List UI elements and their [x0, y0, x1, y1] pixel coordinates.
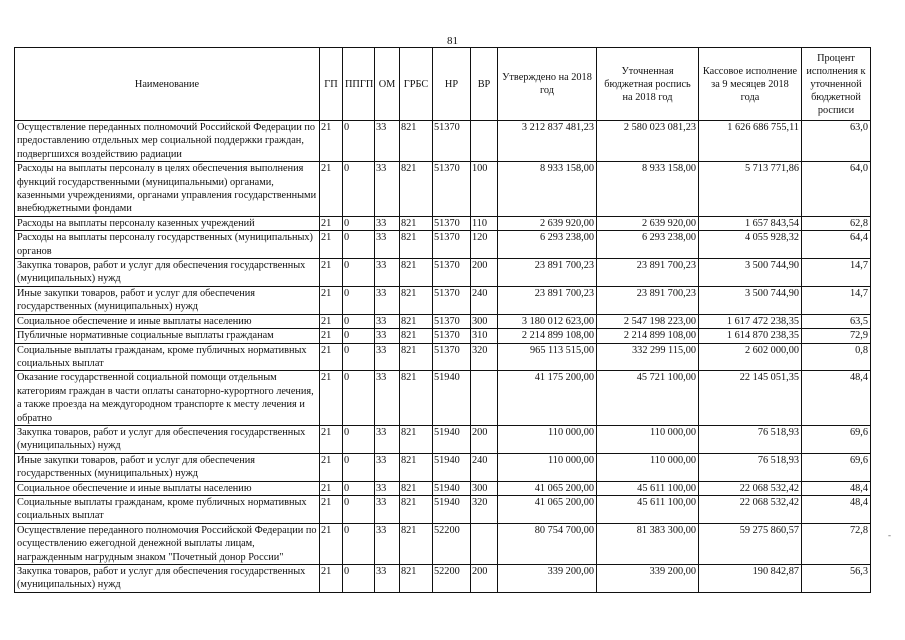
- row-refined: 339 200,00: [597, 565, 699, 593]
- row-om: 33: [375, 343, 400, 371]
- header-np: НР: [433, 48, 471, 121]
- table-row: [15, 216, 871, 230]
- row-percent: 56,3: [802, 565, 871, 593]
- table-row: [15, 453, 871, 481]
- row-cash: 22 145 051,35: [699, 371, 802, 426]
- table-row: [15, 329, 871, 343]
- row-ppgp: 0: [343, 286, 375, 314]
- row-approved: 965 113 515,00: [498, 343, 597, 371]
- row-vr: 320: [471, 495, 498, 523]
- row-ppgp: 0: [343, 565, 375, 593]
- header-refined: Уточненная бюджетная роспись на 2018 год: [597, 48, 699, 121]
- row-ppgp: 0: [343, 343, 375, 371]
- row-np: 52200: [433, 523, 471, 564]
- row-gp: 21: [320, 495, 343, 523]
- row-grbs: 821: [400, 216, 433, 230]
- budget-table: [14, 47, 871, 593]
- row-vr: 200: [471, 259, 498, 287]
- row-approved: 3 180 012 623,00: [498, 314, 597, 328]
- row-cash: 1 657 843,54: [699, 216, 802, 230]
- row-refined: 45 611 100,00: [597, 481, 699, 495]
- row-om: 33: [375, 231, 400, 259]
- row-refined: 8 933 158,00: [597, 162, 699, 217]
- row-name: Осуществление переданных полномочий Российской Федерации по предоставлению отдельных мер социальной поддержки граждан, подвергшихся воздействию радиации: [15, 121, 320, 162]
- row-vr: [471, 371, 498, 426]
- row-cash: 1 617 472 238,35: [699, 314, 802, 328]
- header-grbs: ГРБС: [400, 48, 433, 121]
- table-row: [15, 343, 871, 371]
- header-cash: Кассовое исполнение за 9 месяцев 2018 года: [699, 48, 802, 121]
- row-name: Расходы на выплаты персоналу казенных учреждений: [15, 216, 320, 230]
- row-cash: 59 275 860,57: [699, 523, 802, 564]
- row-percent: 63,0: [802, 121, 871, 162]
- row-percent: 48,4: [802, 371, 871, 426]
- row-approved: 110 000,00: [498, 453, 597, 481]
- row-gp: 21: [320, 231, 343, 259]
- row-om: 33: [375, 259, 400, 287]
- row-np: 51940: [433, 425, 471, 453]
- row-percent: 14,7: [802, 286, 871, 314]
- header-om: ОМ: [375, 48, 400, 121]
- row-refined: 110 000,00: [597, 425, 699, 453]
- row-gp: 21: [320, 453, 343, 481]
- row-gp: 21: [320, 565, 343, 593]
- row-cash: 3 500 744,90: [699, 286, 802, 314]
- row-cash: 4 055 928,32: [699, 231, 802, 259]
- row-gp: 21: [320, 259, 343, 287]
- row-cash: 5 713 771,86: [699, 162, 802, 217]
- row-approved: 23 891 700,23: [498, 259, 597, 287]
- row-grbs: 821: [400, 371, 433, 426]
- row-grbs: 821: [400, 286, 433, 314]
- row-np: 51940: [433, 453, 471, 481]
- row-gp: 21: [320, 523, 343, 564]
- row-refined: 81 383 300,00: [597, 523, 699, 564]
- row-np: 51370: [433, 314, 471, 328]
- row-np: 51940: [433, 495, 471, 523]
- row-percent: 64,4: [802, 231, 871, 259]
- row-percent: 48,4: [802, 481, 871, 495]
- row-name: Расходы на выплаты персоналу в целях обеспечения выполнения функций государственными (муниципальными) органами, казенными учреждениями, органами управления государственными внебюджетными фондами: [15, 162, 320, 217]
- row-refined: 23 891 700,23: [597, 259, 699, 287]
- row-om: 33: [375, 523, 400, 564]
- row-np: 51940: [433, 371, 471, 426]
- row-om: 33: [375, 371, 400, 426]
- row-gp: 21: [320, 286, 343, 314]
- row-name: Закупка товаров, работ и услуг для обеспечения государственных (муниципальных) нужд: [15, 565, 320, 593]
- row-name: Закупка товаров, работ и услуг для обеспечения государственных (муниципальных) нужд: [15, 259, 320, 287]
- row-name: Социальные выплаты гражданам, кроме публичных нормативных социальных выплат: [15, 343, 320, 371]
- row-percent: 72,9: [802, 329, 871, 343]
- row-cash: 76 518,93: [699, 425, 802, 453]
- row-refined: 45 611 100,00: [597, 495, 699, 523]
- row-refined: 23 891 700,23: [597, 286, 699, 314]
- row-np: 51370: [433, 286, 471, 314]
- row-vr: 300: [471, 314, 498, 328]
- row-percent: 69,6: [802, 453, 871, 481]
- row-om: 33: [375, 162, 400, 217]
- table-header-row: [15, 48, 871, 121]
- row-gp: 21: [320, 329, 343, 343]
- table-row: [15, 481, 871, 495]
- row-np: 52200: [433, 565, 471, 593]
- row-refined: 2 214 899 108,00: [597, 329, 699, 343]
- row-ppgp: 0: [343, 259, 375, 287]
- table-body: [15, 121, 871, 593]
- row-gp: 21: [320, 216, 343, 230]
- row-om: 33: [375, 216, 400, 230]
- table-row: [15, 231, 871, 259]
- row-cash: 2 602 000,00: [699, 343, 802, 371]
- row-name: Иные закупки товаров, работ и услуг для обеспечения государственных (муниципальных) нужд: [15, 286, 320, 314]
- row-gp: 21: [320, 425, 343, 453]
- row-approved: 3 212 837 481,23: [498, 121, 597, 162]
- row-percent: 72,8: [802, 523, 871, 564]
- row-name: Оказание государственной социальной помощи отдельным категориям граждан в части оплаты санаторно-курортного лечения, а также проезда на междугородном транспорте к месту лечения и обратно: [15, 371, 320, 426]
- row-grbs: 821: [400, 162, 433, 217]
- row-approved: 8 933 158,00: [498, 162, 597, 217]
- row-ppgp: 0: [343, 162, 375, 217]
- row-grbs: 821: [400, 314, 433, 328]
- row-refined: 6 293 238,00: [597, 231, 699, 259]
- row-percent: 64,0: [802, 162, 871, 217]
- row-cash: 190 842,87: [699, 565, 802, 593]
- row-gp: 21: [320, 162, 343, 217]
- header-percent: Процент исполнения к уточненной бюджетной росписи: [802, 48, 871, 121]
- row-percent: 14,7: [802, 259, 871, 287]
- table-row: [15, 314, 871, 328]
- row-ppgp: 0: [343, 314, 375, 328]
- row-refined: 2 547 198 223,00: [597, 314, 699, 328]
- row-cash: 1 626 686 755,11: [699, 121, 802, 162]
- row-vr: 300: [471, 481, 498, 495]
- row-grbs: 821: [400, 121, 433, 162]
- row-om: 33: [375, 425, 400, 453]
- row-gp: 21: [320, 481, 343, 495]
- row-approved: 80 754 700,00: [498, 523, 597, 564]
- row-ppgp: 0: [343, 523, 375, 564]
- row-gp: 21: [320, 314, 343, 328]
- row-np: 51370: [433, 343, 471, 371]
- row-percent: 48,4: [802, 495, 871, 523]
- row-om: 33: [375, 453, 400, 481]
- row-om: 33: [375, 121, 400, 162]
- row-vr: 110: [471, 216, 498, 230]
- header-vr: ВР: [471, 48, 498, 121]
- row-cash: 22 068 532,42: [699, 481, 802, 495]
- header-approved: Утверждено на 2018 год: [498, 48, 597, 121]
- table-row: [15, 371, 871, 426]
- row-name: Социальные выплаты гражданам, кроме публичных нормативных социальных выплат: [15, 495, 320, 523]
- row-name: Социальное обеспечение и иные выплаты населению: [15, 481, 320, 495]
- row-cash: 3 500 744,90: [699, 259, 802, 287]
- row-name: Иные закупки товаров, работ и услуг для обеспечения государственных (муниципальных) нужд: [15, 453, 320, 481]
- table-row: [15, 425, 871, 453]
- row-grbs: 821: [400, 495, 433, 523]
- row-approved: 2 214 899 108,00: [498, 329, 597, 343]
- row-ppgp: 0: [343, 481, 375, 495]
- row-ppgp: 0: [343, 425, 375, 453]
- row-gp: 21: [320, 121, 343, 162]
- row-vr: 200: [471, 565, 498, 593]
- row-cash: 22 068 532,42: [699, 495, 802, 523]
- row-cash: 1 614 870 238,35: [699, 329, 802, 343]
- row-approved: 23 891 700,23: [498, 286, 597, 314]
- row-gp: 21: [320, 371, 343, 426]
- row-refined: 2 639 920,00: [597, 216, 699, 230]
- row-grbs: 821: [400, 481, 433, 495]
- row-gp: 21: [320, 343, 343, 371]
- row-np: 51370: [433, 231, 471, 259]
- row-refined: 332 299 115,00: [597, 343, 699, 371]
- row-np: 51370: [433, 216, 471, 230]
- row-grbs: 821: [400, 343, 433, 371]
- row-percent: 69,6: [802, 425, 871, 453]
- row-om: 33: [375, 565, 400, 593]
- row-ppgp: 0: [343, 329, 375, 343]
- row-np: 51370: [433, 162, 471, 217]
- row-om: 33: [375, 314, 400, 328]
- row-np: 51370: [433, 329, 471, 343]
- row-vr: 310: [471, 329, 498, 343]
- row-refined: 2 580 023 081,23: [597, 121, 699, 162]
- row-name: Расходы на выплаты персоналу государственных (муниципальных) органов: [15, 231, 320, 259]
- header-name: Наименование: [15, 48, 320, 121]
- row-grbs: 821: [400, 329, 433, 343]
- row-om: 33: [375, 286, 400, 314]
- row-approved: 41 065 200,00: [498, 495, 597, 523]
- row-np: 51370: [433, 121, 471, 162]
- row-approved: 110 000,00: [498, 425, 597, 453]
- row-grbs: 821: [400, 259, 433, 287]
- row-name: Осуществление переданного полномочия Российской Федерации по осуществлению ежегодной денежной выплаты лицам, награжденным нагрудным знаком "Почетный донор России": [15, 523, 320, 564]
- row-vr: 100: [471, 162, 498, 217]
- row-om: 33: [375, 329, 400, 343]
- row-percent: 0,8: [802, 343, 871, 371]
- row-ppgp: 0: [343, 371, 375, 426]
- row-ppgp: 0: [343, 495, 375, 523]
- row-cash: 76 518,93: [699, 453, 802, 481]
- row-grbs: 821: [400, 453, 433, 481]
- row-om: 33: [375, 481, 400, 495]
- row-name: Закупка товаров, работ и услуг для обеспечения государственных (муниципальных) нужд: [15, 425, 320, 453]
- row-vr: [471, 523, 498, 564]
- row-approved: 41 065 200,00: [498, 481, 597, 495]
- row-name: Публичные нормативные социальные выплаты гражданам: [15, 329, 320, 343]
- row-vr: 120: [471, 231, 498, 259]
- page-number: 81: [447, 35, 458, 47]
- row-om: 33: [375, 495, 400, 523]
- table-row: [15, 286, 871, 314]
- row-approved: 2 639 920,00: [498, 216, 597, 230]
- table-row: [15, 495, 871, 523]
- row-name: Социальное обеспечение и иные выплаты населению: [15, 314, 320, 328]
- row-vr: 240: [471, 286, 498, 314]
- row-vr: 240: [471, 453, 498, 481]
- row-percent: 63,5: [802, 314, 871, 328]
- table-row: [15, 121, 871, 162]
- row-approved: 41 175 200,00: [498, 371, 597, 426]
- table-row: [15, 259, 871, 287]
- row-ppgp: 0: [343, 216, 375, 230]
- header-ppgp: ППГП: [343, 48, 375, 121]
- table-row: [15, 565, 871, 593]
- header-gp: ГП: [320, 48, 343, 121]
- row-ppgp: 0: [343, 453, 375, 481]
- row-grbs: 821: [400, 231, 433, 259]
- row-grbs: 821: [400, 523, 433, 564]
- row-refined: 110 000,00: [597, 453, 699, 481]
- row-np: 51370: [433, 259, 471, 287]
- row-percent: 62,8: [802, 216, 871, 230]
- row-approved: 6 293 238,00: [498, 231, 597, 259]
- row-ppgp: 0: [343, 121, 375, 162]
- row-refined: 45 721 100,00: [597, 371, 699, 426]
- table-row: [15, 162, 871, 217]
- row-grbs: 821: [400, 565, 433, 593]
- row-np: 51940: [433, 481, 471, 495]
- table-row: [15, 523, 871, 564]
- row-approved: 339 200,00: [498, 565, 597, 593]
- row-vr: 200: [471, 425, 498, 453]
- edge-mark: -: [888, 530, 891, 540]
- row-vr: 320: [471, 343, 498, 371]
- row-ppgp: 0: [343, 231, 375, 259]
- row-vr: [471, 121, 498, 162]
- row-grbs: 821: [400, 425, 433, 453]
